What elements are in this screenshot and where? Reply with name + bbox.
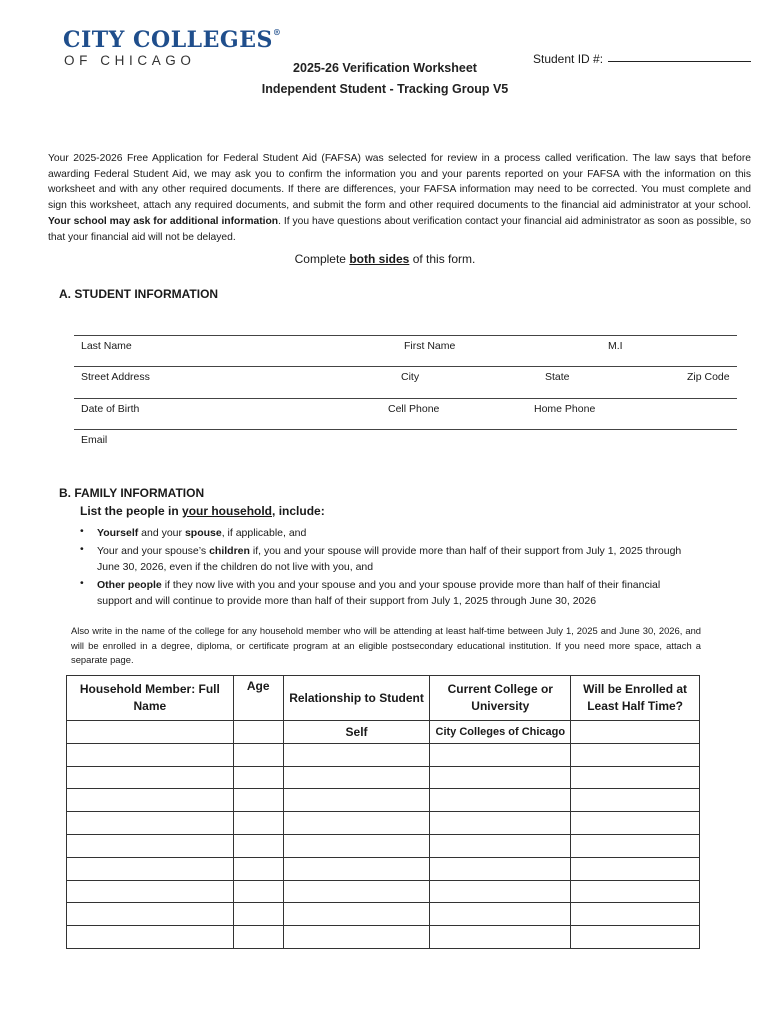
college-cell[interactable]	[430, 812, 571, 835]
table-row	[67, 721, 700, 744]
complete-bold: both sides	[349, 252, 410, 266]
divider	[74, 335, 737, 336]
email-field[interactable]: Email	[81, 434, 108, 446]
name-cell[interactable]	[67, 743, 234, 766]
bullet-icon: •	[80, 543, 84, 555]
bullet-children	[97, 543, 697, 575]
student-id-label: Student ID #:	[533, 52, 604, 66]
half-time-cell[interactable]	[571, 857, 700, 880]
table-row	[67, 766, 700, 789]
name-cell[interactable]	[67, 812, 234, 835]
table-row	[67, 857, 700, 880]
divider	[74, 366, 737, 367]
table-header-row	[67, 676, 700, 721]
logo-text: CITY COLLEGES	[63, 27, 273, 53]
intro-text-1: Your 2025-2026 Free Application for Federal Student Aid (FAFSA) was selected for review in a process called verification. The law says that before awarding Federal Student Aid, we may ask you to confirm the information you and your parents reported on your FAFSA with the information on this worksheet and with any other required documents. If there are differences, your FAFSA information may need to be corrected. You must complete and sign this worksheet, attach any required documents, and submit the form and other required documents to the financial aid administrator at your school.	[48, 153, 751, 212]
age-cell[interactable]	[233, 926, 283, 949]
intro-paragraph	[48, 151, 751, 245]
complete-post: of this form.	[412, 252, 476, 266]
header-relationship: Relationship to Student	[283, 676, 430, 721]
table-row	[67, 834, 700, 857]
table-row	[67, 880, 700, 903]
college-cell[interactable]	[430, 880, 571, 903]
half-time-cell[interactable]	[571, 743, 700, 766]
bullet-icon: •	[80, 525, 84, 537]
college-cell[interactable]	[430, 789, 571, 812]
home-phone-field[interactable]: Home Phone	[534, 403, 596, 415]
logo	[63, 27, 281, 53]
divider	[74, 429, 737, 430]
street-address-field[interactable]: Street Address	[81, 371, 150, 383]
age-cell[interactable]	[233, 812, 283, 835]
age-cell[interactable]	[233, 857, 283, 880]
b1-rest: , if applicable, and	[221, 527, 307, 539]
relationship-cell[interactable]	[283, 834, 430, 857]
b2-pre: Your and your spouse’s	[97, 545, 207, 557]
half-time-cell[interactable]	[571, 834, 700, 857]
table-row	[67, 812, 700, 835]
list-post: include:	[278, 504, 325, 518]
mi-field[interactable]: M.I	[608, 340, 623, 352]
college-cell[interactable]	[430, 857, 571, 880]
city-field[interactable]: City	[401, 371, 420, 383]
name-cell[interactable]	[67, 903, 234, 926]
b1-mid: and your	[141, 527, 183, 539]
bullet-yourself	[97, 525, 697, 541]
name-cell[interactable]	[67, 880, 234, 903]
list-underlined: your household,	[182, 504, 276, 518]
college-cell[interactable]: City Colleges of Chicago	[430, 721, 571, 744]
relationship-cell[interactable]	[283, 743, 430, 766]
name-cell[interactable]	[67, 721, 234, 744]
cell-phone-field[interactable]: Cell Phone	[388, 403, 440, 415]
section-a-title: A. STUDENT INFORMATION	[59, 287, 219, 301]
section-b-title: B. FAMILY INFORMATION	[59, 486, 205, 500]
b2-rest: if, you and your spouse will provide more than half of their support from July 1, 2025 through June 30, 2026, even if the children do not live with you, and	[97, 545, 682, 573]
bullet-other-people	[97, 577, 697, 609]
age-cell[interactable]	[233, 743, 283, 766]
college-cell[interactable]	[430, 834, 571, 857]
age-cell[interactable]	[233, 766, 283, 789]
name-cell[interactable]	[67, 834, 234, 857]
last-name-field[interactable]: Last Name	[81, 340, 132, 352]
half-time-cell[interactable]	[571, 721, 700, 744]
intro-bold: Your school may ask for additional information	[48, 215, 279, 227]
b3-rest: if they now live with you and your spouse and you and your spouse provide more than half of their financial support and will continue to provide more than half of their support from July 1, 2025 through June 30, 2026	[97, 579, 661, 607]
relationship-cell[interactable]	[283, 903, 430, 926]
zip-code-field[interactable]: Zip Code	[687, 371, 730, 383]
half-time-cell[interactable]	[571, 766, 700, 789]
half-time-cell[interactable]	[571, 926, 700, 949]
relationship-cell[interactable]: Self	[283, 721, 430, 744]
b2-bold: children	[209, 545, 250, 557]
b1-bold: Yourself	[97, 527, 139, 539]
list-pre: List the people in	[80, 504, 179, 518]
complete-both-sides	[0, 252, 770, 266]
college-cell[interactable]	[430, 926, 571, 949]
name-cell[interactable]	[67, 766, 234, 789]
age-cell[interactable]	[233, 903, 283, 926]
form-title: 2025-26 Verification Worksheet	[293, 61, 477, 75]
college-cell[interactable]	[430, 743, 571, 766]
b1-bold2: spouse	[184, 527, 222, 539]
header-half-time: Will be Enrolled at Least Half Time?	[571, 676, 700, 721]
logo-subtitle: OF CHICAGO	[64, 53, 196, 68]
half-time-cell[interactable]	[571, 789, 700, 812]
table-row	[67, 926, 700, 949]
date-of-birth-field[interactable]: Date of Birth	[81, 403, 140, 415]
form-subtitle: Independent Student - Tracking Group V5	[261, 82, 509, 96]
half-time-cell[interactable]	[571, 812, 700, 835]
divider	[74, 398, 737, 399]
relationship-cell[interactable]	[283, 857, 430, 880]
age-cell[interactable]	[233, 721, 283, 744]
relationship-cell[interactable]	[283, 766, 430, 789]
first-name-field[interactable]: First Name	[404, 340, 456, 352]
header-age: Age	[233, 676, 283, 721]
student-id-field[interactable]	[608, 61, 751, 62]
header-full-name: Household Member: Full Name	[67, 676, 234, 721]
relationship-cell[interactable]	[283, 880, 430, 903]
intro-text-2: . If you have questions about verification contact your financial aid administrator as soon as possible, so that your financial aid will not be delayed.	[48, 215, 751, 243]
name-cell[interactable]	[67, 857, 234, 880]
b3-bold: Other people	[97, 579, 162, 591]
age-cell[interactable]	[233, 789, 283, 812]
age-cell[interactable]	[233, 834, 283, 857]
college-cell[interactable]	[430, 766, 571, 789]
table-row	[67, 743, 700, 766]
household-table	[66, 675, 700, 949]
header-college: Current College or University	[430, 676, 571, 721]
relationship-cell[interactable]	[283, 789, 430, 812]
age-cell[interactable]	[233, 880, 283, 903]
relationship-cell[interactable]	[283, 812, 430, 835]
complete-pre: Complete	[294, 252, 346, 266]
state-field[interactable]: State	[545, 371, 570, 383]
household-instruction	[80, 504, 325, 518]
name-cell[interactable]	[67, 789, 234, 812]
half-time-cell[interactable]	[571, 880, 700, 903]
name-cell[interactable]	[67, 926, 234, 949]
registered-mark: ®	[272, 27, 282, 37]
bullet-icon: •	[80, 577, 84, 589]
half-time-cell[interactable]	[571, 903, 700, 926]
table-row	[67, 789, 700, 812]
relationship-cell[interactable]	[283, 926, 430, 949]
table-row	[67, 903, 700, 926]
college-note: Also write in the name of the college for any household member who will be attending at least half-time between July 1, 2025 and June 30, 2026, and will be enrolled in a degree, diploma, or certificate program at an eligible postsecondary educational institution. If you need more space, attach a separate page.	[71, 625, 701, 665]
college-cell[interactable]	[430, 903, 571, 926]
